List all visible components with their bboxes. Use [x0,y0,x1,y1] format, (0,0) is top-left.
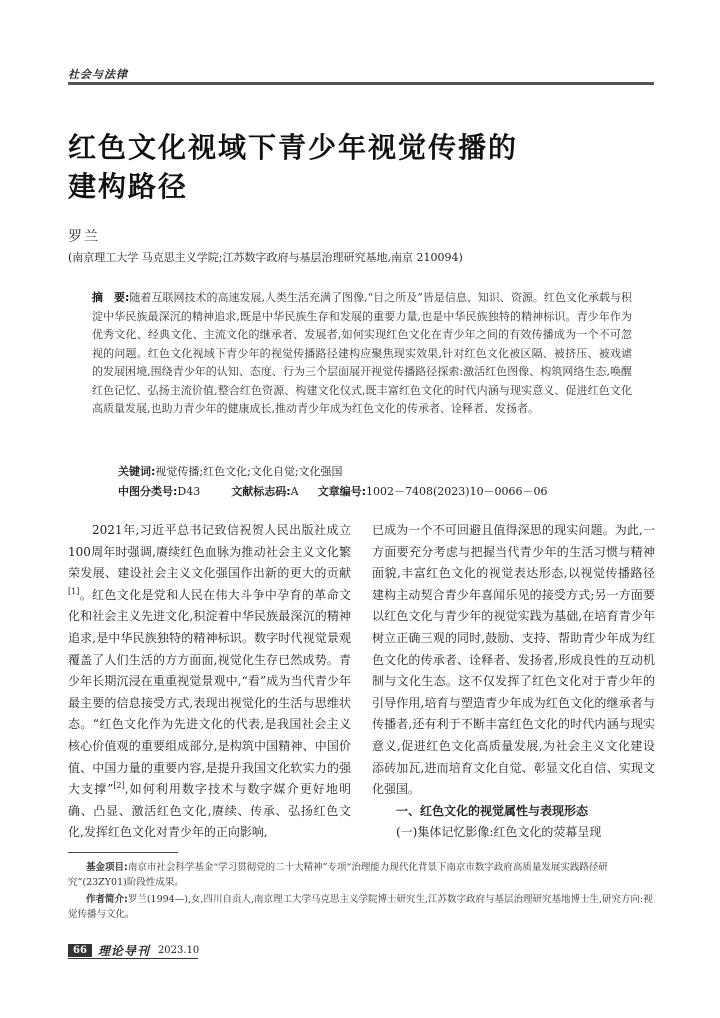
clc-label: 中图分类号: [118,485,178,498]
fund-text: 南京市社会科学基金“学习贯彻党的二十大精神”专项“治理能力现代化背景下南京市数字政府高质量发展实践路径研究”(23ZY01)阶段性成果。 [68,862,608,888]
paragraph-text: 。红色文化是党和人民在伟大斗争中孕育的革命文化和社会主义先进文化,积淀着中华民族最深沉的精神追求,是中华民族独特的精神标识。数字时代视觉景观覆盖了人们生活的方方面面,视觉化生存已然成势。青少年长期沉浸在重重视觉景观中,“看”成为当代青少年最主要的信息接受方式,表现出视觉化的生活与思维状态。“红色文化作为先进文化的代表,是我国社会主义核心价值观的重要组成部分,是构筑中国精神、中国价值、中国力量的重要内容,是提升我国文化软实力的强大支撑” [68,587,351,797]
clc-code: D43 [177,485,201,498]
body-column-right [372,520,655,844]
citation-ref: [1] [68,586,80,596]
doc-code-label: 文献标志码: [231,485,291,498]
paragraph-text: ,如何利用数字技术与数字媒介更好地明确、凸显、激活红色文化,赓续、传承、弘扬红色文化,发挥红色文化对青少年的正向影响, [68,782,351,840]
fund-label: 基金项目: [86,862,128,873]
body-paragraph [68,520,351,844]
keywords: 视觉传播;红色文化;文化自觉;文化强国 [155,465,343,478]
section-tag: 社会与法律 [68,68,128,81]
issue-date: 2023.10 [157,945,200,956]
body-paragraph: 已成为一个不可回避且值得深思的现实问题。为此,一方面要充分考虑与把握当代青少年的生活习惯与精神面貌,丰富红色文化的视觉表达形态,以视觉传播路径建构主动契合青少年喜闻乐见的接受方式;另一方面要以红色文化与青少年的视觉实践为基础,在培育青少年树立正确三观的同时,鼓励、支持、帮助青少年成为红色文化的传承者、诠释者、发扬者,形成良性的互动机制与文化生态。这不仅发挥了红色文化对于青少年的引导作用,培育与塑造青少年成为红色文化的继承者与传播者,还有利于不断丰富红色文化的时代内涵与现实意义,促进红色文化高质量发展,为社会主义文化建设添砖加瓦,进而培育文化自觉、彰显文化自信、实现文化强国。 [372,523,655,797]
author-name: 罗兰 [68,229,100,245]
header-rule [68,82,654,85]
author-affiliation: (南京理工大学 马克思主义学院;江苏数字政府与基层治理研究基地,南京 210094) [68,251,463,264]
bio-footnote [68,892,654,922]
footer-rule [68,958,198,959]
citation-ref: [2] [113,781,125,791]
subsection-heading: (一)集体记忆影像:红色文化的荧幕呈现 [396,825,602,840]
classification-line [118,483,548,499]
keywords-label: 关键词: [118,465,156,478]
article-no-label: 文章编号: [317,485,366,498]
bio-text: 罗兰(1994—),女,四川自贡人,南京理工大学马克思主义学院博士研究生,江苏数字政府与基层治理研究基地博士生,研究方向:视觉传播与文化。 [68,894,653,920]
fund-footnote [68,860,654,890]
abstract-text: 随着互联网技术的高速发展,人类生活充满了图像,“目之所及”皆是信息、知识、资源。红色文化承载与积淀中华民族最深沉的精神追求,既是中华民族生存和发展的重要力量,也是中华民族独特的精神标识。青少年作为优秀文化、经典文化、主流文化的继承者、发展者,如何实现红色文化在青少年之间的有效传播成为一个不可忽视的问题。红色文化视域下青少年的视觉传播路径建构应聚焦现实效果,针对红色文化被区隔、被挤压、被戏谑的发展困境,围绕青少年的认知、态度、行为三个层面展开视觉传播路径探索:激活红色图像、构筑网络生态,唤醒红色记忆、弘扬主流价值,整合红色资源、构建文化仪式,既丰富红色文化的时代内涵与现实意义、促进红色文化高质量发展,也助力青少年的健康成长,推动青少年成为红色文化的传承者、诠释者、发扬者。 [92,291,632,415]
title-line-1: 红色文化视域下青少年视觉传播的 [68,131,519,164]
page-number: 66 [68,944,92,957]
abstract-label: 摘 要: [92,291,130,304]
title-line-2: 建构路径 [68,170,189,203]
doc-code: A [290,485,299,498]
bio-label: 作者简介: [86,894,128,905]
paragraph-text: 2021年,习近平总书记致信祝贺人民出版社成立100周年时强调,赓续红色血脉为推动社会主义文化繁荣发展、建设社会主义文化强国作出新的更大的贡献 [68,523,351,581]
page-footer [68,942,199,959]
keywords-line [118,463,343,479]
abstract [92,289,632,419]
article-no: 1002－7408(2023)10－0066－06 [366,485,548,498]
journal-name: 理论导刊 [97,944,150,958]
body-column-left [68,520,351,844]
article-title [68,128,628,206]
footnote-rule [68,852,178,853]
section-heading: 一、红色文化的视觉属性与表现形态 [396,803,589,818]
